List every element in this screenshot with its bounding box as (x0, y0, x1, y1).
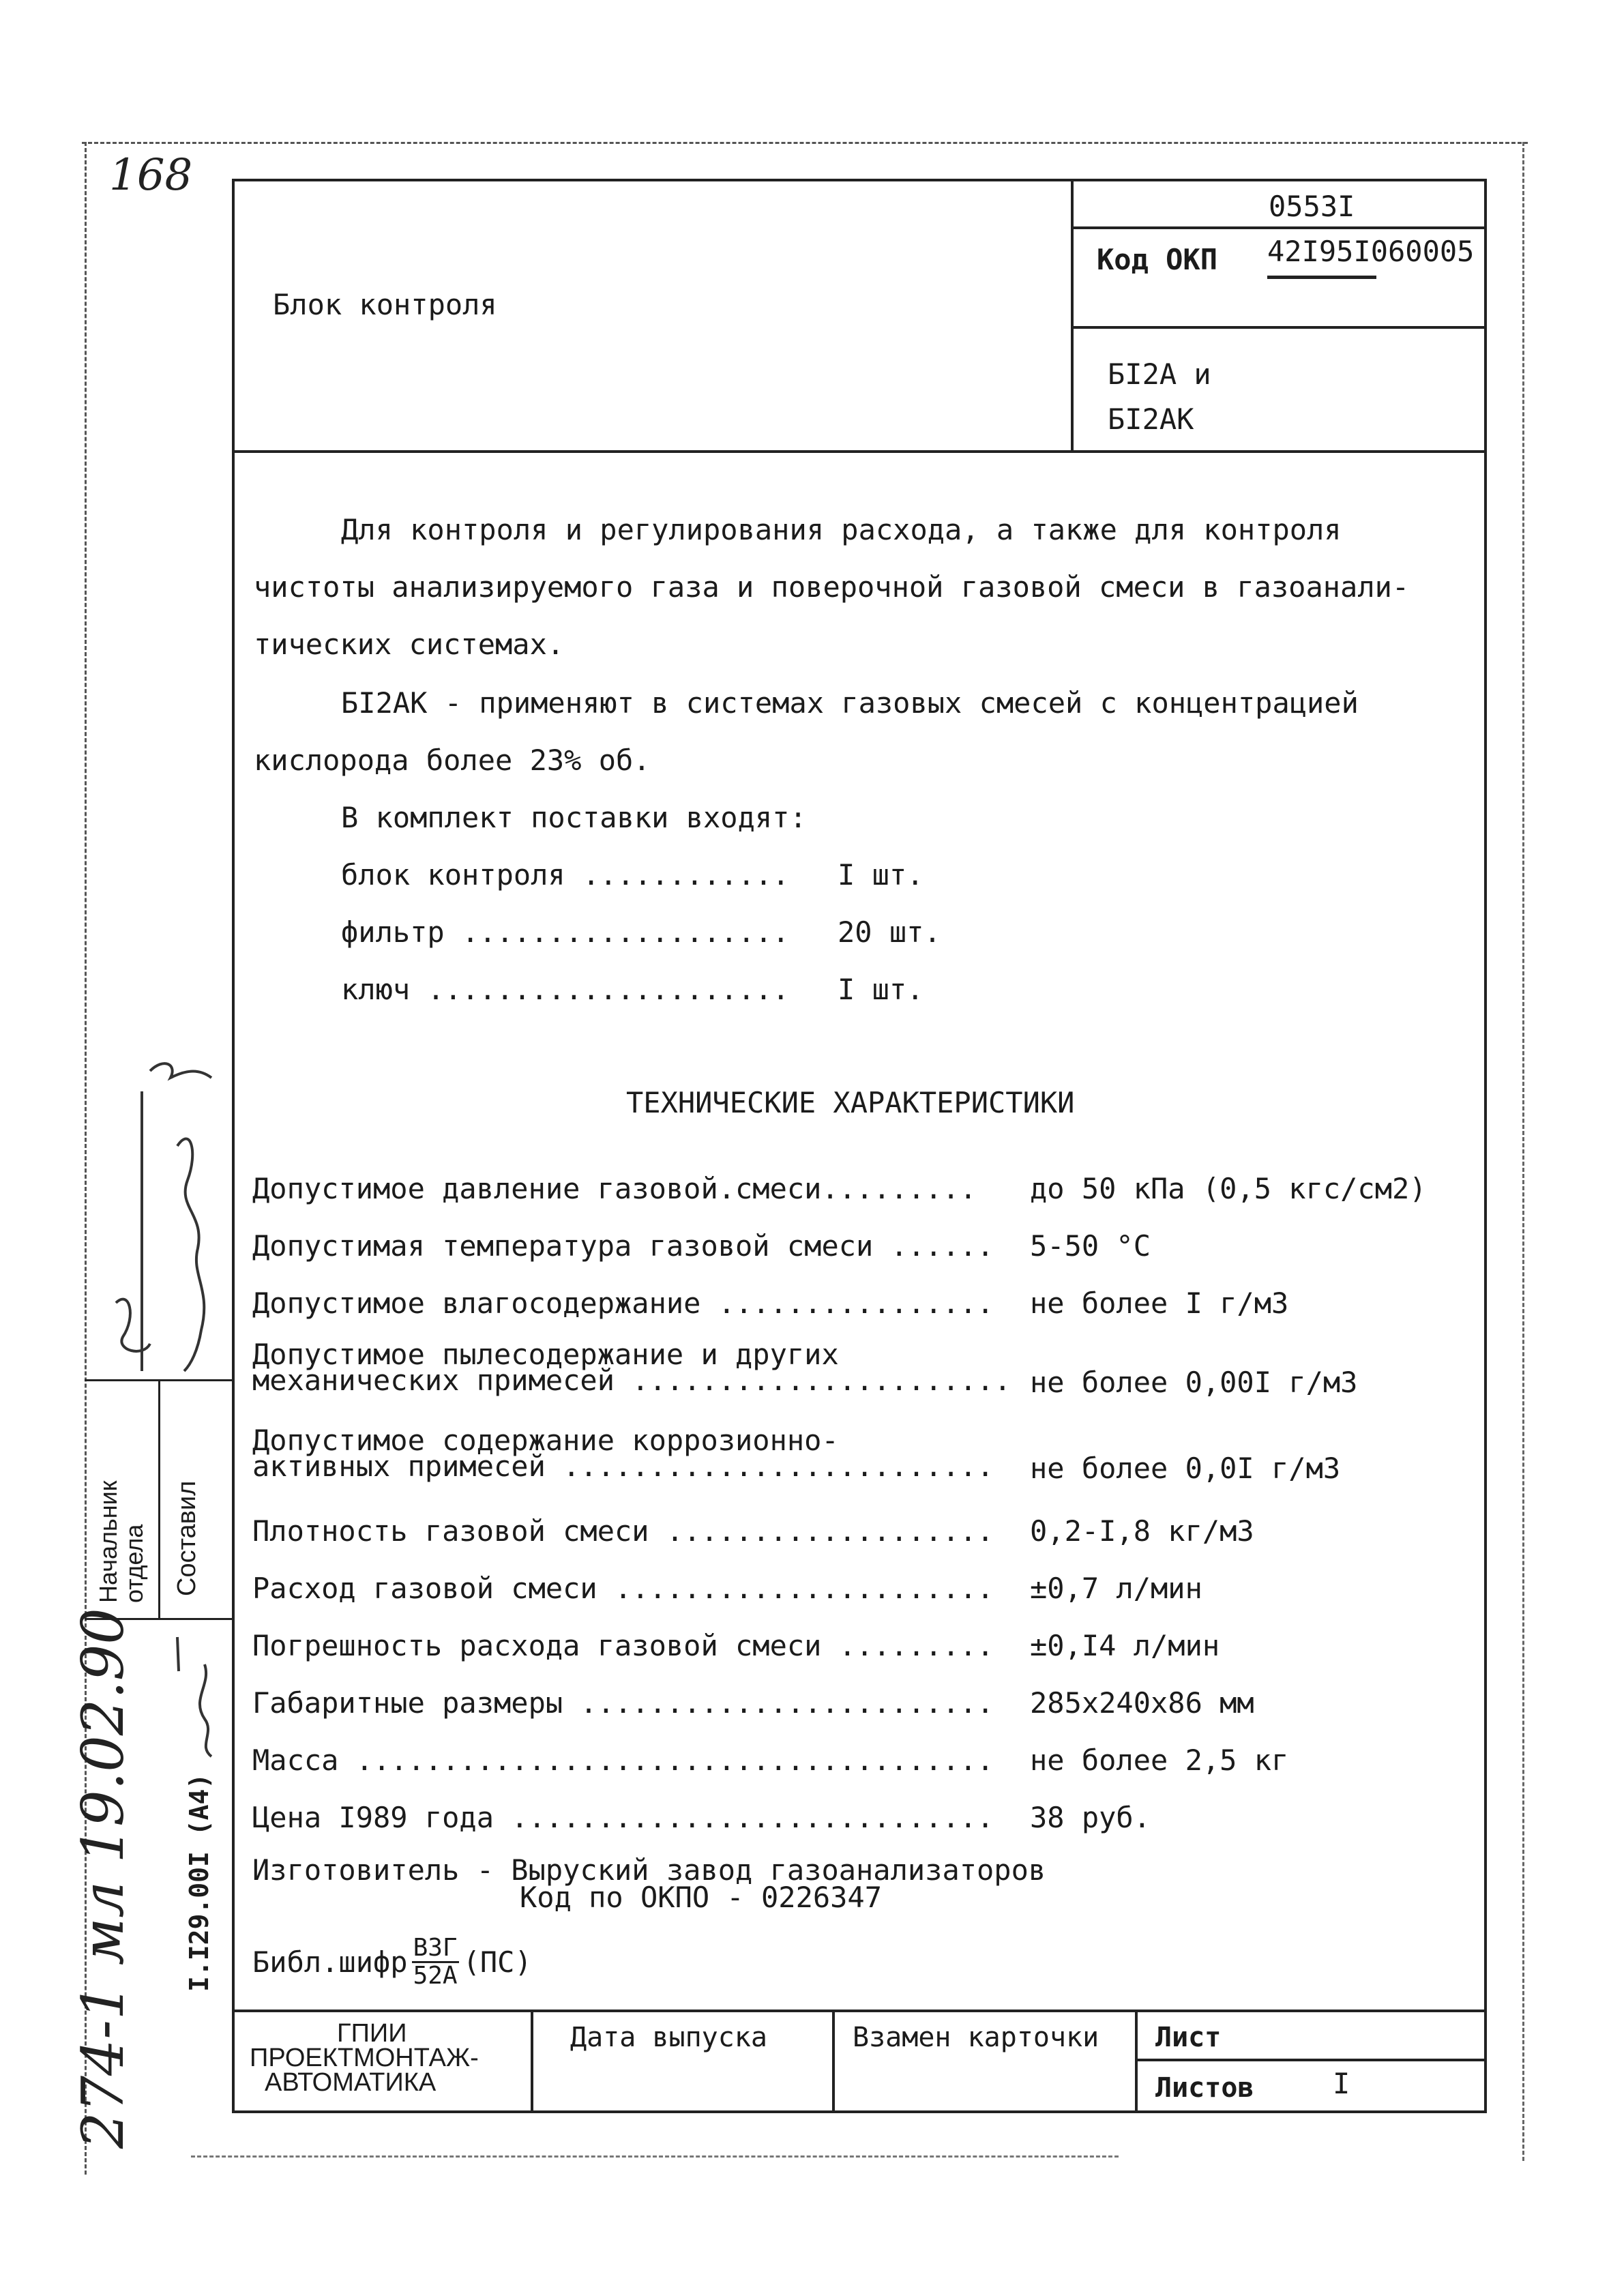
spec-label: Плотность газовой смеси ................... (252, 1514, 994, 1548)
header-divider-vertical (1071, 179, 1074, 453)
manufacturer-code: Код по ОКПО - 0226347 (520, 1881, 883, 1914)
spec-row (252, 1686, 1480, 1724)
spec-row (252, 1743, 1480, 1782)
spec-value: ±0,I4 л/мин (1030, 1629, 1220, 1662)
signature-marks (164, 1623, 232, 1760)
spec-label: активных примесей ......................... (252, 1449, 994, 1483)
sheet-label: Лист (1155, 2022, 1222, 2053)
kit-title: В комплект поставки входят: (341, 801, 807, 834)
spec-row (252, 1424, 1480, 1492)
okp-underline (1267, 276, 1376, 279)
description-line: тических системах. (254, 628, 565, 661)
library-denominator: 52А (413, 1961, 458, 1990)
library-label: Библ.шифр (252, 1945, 408, 1979)
replaces-card-label: Взамен карточки (853, 2022, 1099, 2053)
form-code: I.I29.00I (А4) (184, 1773, 214, 1992)
spec-value: не более I г/м3 (1030, 1286, 1289, 1320)
spec-label: Погрешность расхода газовой смеси ......... (252, 1629, 994, 1662)
spec-label: Допустимое влагосодержание ................ (252, 1286, 994, 1320)
spec-row (252, 1801, 1480, 1839)
manufacturer-line: Изготовитель - Выруский завод газоанализаторов (252, 1853, 1046, 1887)
description-line: БI2АК - применяют в системах газовых смесей с концентрацией (341, 686, 1359, 720)
kit-item-qty: I шт. (838, 858, 924, 892)
code-top: 0553I (1269, 190, 1355, 223)
spec-value: 285x240x86 мм (1030, 1686, 1254, 1720)
library-fraction (412, 1935, 459, 1989)
cut-line-top (82, 142, 1528, 144)
header-divider-code (1071, 226, 1487, 229)
dept-head-line: Начальник (94, 1480, 122, 1603)
handwritten-stamp: 274-1 мл 19.02.90 (70, 1608, 136, 2149)
release-date-label: Дата выпуска (570, 2022, 767, 2053)
library-numerator: ВЗГ (413, 1933, 458, 1962)
spec-value: ±0,7 л/мин (1030, 1572, 1202, 1605)
spec-label: Допустимое давление газовой.смеси......... (252, 1172, 977, 1205)
spec-value: не более 2,5 кг (1030, 1743, 1289, 1777)
kit-item-label: блок контроля ............ (341, 858, 790, 892)
sheets-count: I (1333, 2067, 1350, 2100)
signature-marks (102, 1044, 232, 1378)
kit-item-qty: 20 шт. (838, 915, 941, 949)
footer-sheet-divider (1135, 2059, 1487, 2061)
spec-value: до 50 кПа (0,5 кгс/см2) (1030, 1172, 1427, 1205)
description-line: Для контроля и регулирования расхода, а также для контроля (341, 513, 1342, 546)
org-name-line: ГПИИ (337, 2019, 407, 2048)
spec-row (252, 1172, 1480, 1210)
spec-label: Масса ..................................... (252, 1743, 994, 1777)
spec-value: 5-50 °С (1030, 1229, 1151, 1263)
footer-divider (1135, 2010, 1138, 2113)
spec-label: Расход газовой смеси ...................... (252, 1572, 994, 1605)
spec-row (252, 1286, 1480, 1325)
kit-item-qty: I шт. (838, 973, 924, 1006)
org-name-line: АВТОМАТИКА (265, 2068, 437, 2097)
dept-head-label (95, 1480, 147, 1603)
compiled-by-label: Составил (173, 1480, 201, 1596)
margin-block-divider (158, 1379, 160, 1618)
spec-label: Габаритные размеры ........................ (252, 1686, 994, 1720)
spec-value: 38 руб. (1030, 1801, 1151, 1834)
spec-row (252, 1229, 1480, 1267)
spec-value: не более 0,0I г/м3 (1030, 1452, 1341, 1485)
library-suffix: (ПС) (462, 1945, 532, 1979)
spec-row (252, 1514, 1480, 1552)
cut-line-right (1522, 142, 1524, 2161)
dept-head-line: отдела (120, 1524, 148, 1603)
footer-divider (832, 2010, 835, 2113)
footer-top-line (232, 2010, 1487, 2012)
org-name-line: ПРОЕКТМОНТАЖ- (250, 2044, 479, 2072)
okp-label: Код ОКП (1097, 243, 1218, 276)
spec-label: механических примесей ...................... (252, 1364, 1011, 1397)
specs-title: ТЕХНИЧЕСКИЕ ХАРАКТЕРИСТИКИ (626, 1086, 1075, 1119)
spec-label: Цена I989 года ............................ (252, 1801, 994, 1834)
spec-row (252, 1572, 1480, 1610)
description-line: чистоты анализируемого газа и поверочной газовой смеси в газоанали- (254, 570, 1410, 604)
spec-row (252, 1338, 1480, 1407)
model-line1: БI2А и (1108, 357, 1211, 391)
spec-row (252, 1629, 1480, 1667)
kit-item-label: ключ ..................... (341, 973, 790, 1006)
kit-item-label: фильтр ................... (341, 915, 790, 949)
sheets-label: Листов (1155, 2072, 1254, 2104)
okp-value: 42I95I060005 (1267, 235, 1475, 268)
cut-line-bottom (191, 2155, 1119, 2158)
description-line: кислорода более 23% об. (254, 744, 651, 777)
page-number: 168 (109, 150, 193, 201)
spec-label: Допустимое пылесодержание и других (252, 1338, 839, 1371)
library-code (252, 1934, 532, 1989)
spec-value: не более 0,00I г/м3 (1030, 1366, 1358, 1399)
model-line2: БI2АК (1108, 402, 1194, 436)
spec-value: 0,2-I,8 кг/м3 (1030, 1514, 1254, 1548)
spec-label: Допустимая температура газовой смеси ...... (252, 1229, 994, 1263)
card-title: Блок контроля (273, 288, 497, 321)
footer-divider (531, 2010, 533, 2113)
header-divider-okp (1071, 326, 1487, 329)
header-bottom-line (232, 450, 1487, 453)
spec-label: Допустимое содержание коррозионно- (252, 1424, 839, 1457)
